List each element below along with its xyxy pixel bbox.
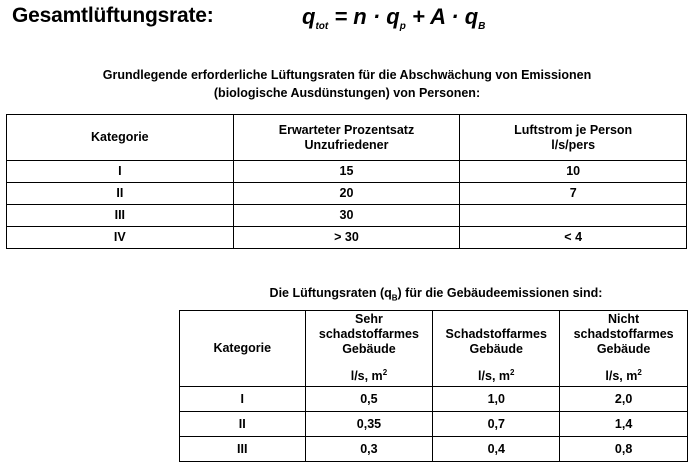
person-ventilation-table <box>6 114 687 249</box>
cell-sehr: 0,35 <box>305 412 433 437</box>
cell-kategorie: II <box>7 183 234 205</box>
building-emission-table <box>179 310 688 462</box>
header-luftstrom-line2: l/s/pers <box>551 137 596 152</box>
header-luftstrom <box>460 115 687 161</box>
header-luftstrom-line1: Luftstrom je Person <box>514 122 633 137</box>
cell-schad: 1,0 <box>433 387 560 412</box>
table2-caption <box>180 286 692 303</box>
header-nicht-schadstoffarm <box>560 311 688 387</box>
header-unit <box>306 365 433 384</box>
cell-kategorie: III <box>7 205 234 227</box>
cell-luftstrom: 7 <box>460 183 687 205</box>
cell-nicht: 0,8 <box>560 437 688 462</box>
formula-lhs-sub: tot <box>315 21 329 32</box>
header-prozentsatz-line1: Erwarteter Prozentsatz <box>278 122 415 137</box>
cell-luftstrom: 10 <box>460 161 687 183</box>
cell-luftstrom: < 4 <box>460 227 687 249</box>
table2-caption-pre: Die Lüftungsraten (q <box>269 286 392 300</box>
header-unit <box>433 365 559 384</box>
table-row <box>7 205 687 227</box>
table2-caption-sub: B <box>391 293 398 303</box>
table-header-row <box>7 115 687 161</box>
cell-kategorie: I <box>180 387 306 412</box>
formula-lhs: q <box>302 4 316 29</box>
cell-nicht: 2,0 <box>560 387 688 412</box>
header-sehr-schadstoffarm <box>305 311 433 387</box>
header-nicht-line2: schadstoffarmes <box>573 327 674 342</box>
cell-kategorie: IV <box>7 227 234 249</box>
cell-prozentsatz: 15 <box>233 161 460 183</box>
table-row <box>180 387 688 412</box>
cell-sehr: 0,5 <box>305 387 433 412</box>
unit-text: l/s, m <box>478 369 511 384</box>
ventilation-formula <box>302 4 485 32</box>
unit-text: l/s, m <box>350 369 383 384</box>
unit-sup: 2 <box>510 368 515 378</box>
table-row <box>180 412 688 437</box>
cell-kategorie: II <box>180 412 306 437</box>
unit-sup: 2 <box>382 368 388 378</box>
formula-plus: + A · q <box>405 4 479 29</box>
cell-prozentsatz: > 30 <box>233 227 460 249</box>
header-sehr-line3: Gebäude <box>342 342 396 357</box>
table-header-row <box>180 311 688 387</box>
table-row <box>180 437 688 462</box>
cell-prozentsatz: 30 <box>233 205 460 227</box>
table1-caption <box>0 66 694 102</box>
header-sehr-line2: schadstoffarmes <box>318 327 419 342</box>
table1-caption-line1: Grundlegende erforderliche Lüftungsraten für die Abschwächung von Emissionen <box>102 68 592 82</box>
unit-sup: 2 <box>637 368 642 378</box>
formula-qp-sub: p <box>399 21 406 32</box>
header-schad-line1: Schadstoffarmes <box>445 327 547 342</box>
cell-prozentsatz: 20 <box>233 183 460 205</box>
table-row <box>7 183 687 205</box>
header-unit <box>560 365 687 384</box>
formula-qb-sub: B <box>478 21 486 32</box>
cell-nicht: 1,4 <box>560 412 688 437</box>
table-row <box>7 227 687 249</box>
header-prozentsatz-line2: Unzufriedener <box>304 137 389 152</box>
header-kategorie: Kategorie <box>7 115 234 161</box>
header-prozentsatz <box>233 115 460 161</box>
formula-eq: = n · q <box>328 4 400 29</box>
cell-sehr: 0,3 <box>305 437 433 462</box>
table2-caption-post: ) für die Gebäudeemissionen sind: <box>397 286 603 300</box>
cell-schad: 0,7 <box>433 412 560 437</box>
header-schad-line2: Gebäude <box>469 342 523 357</box>
unit-text: l/s, m <box>605 369 638 384</box>
header-nicht-line3: Gebäude <box>596 342 651 357</box>
cell-kategorie: I <box>7 161 234 183</box>
cell-kategorie: III <box>180 437 306 462</box>
cell-schad: 0,4 <box>433 437 560 462</box>
cell-luftstrom <box>460 205 687 227</box>
header-nicht-line1: Nicht <box>607 312 640 327</box>
header-kategorie: Kategorie <box>180 311 306 387</box>
table1-caption-line2: (biologische Ausdünstungen) von Personen: <box>213 86 481 100</box>
header-sehr-line1: Sehr <box>355 312 383 327</box>
table-row <box>7 161 687 183</box>
page-title: Gesamtlüftungsrate: <box>12 4 214 27</box>
header-schadstoffarm <box>433 311 560 387</box>
